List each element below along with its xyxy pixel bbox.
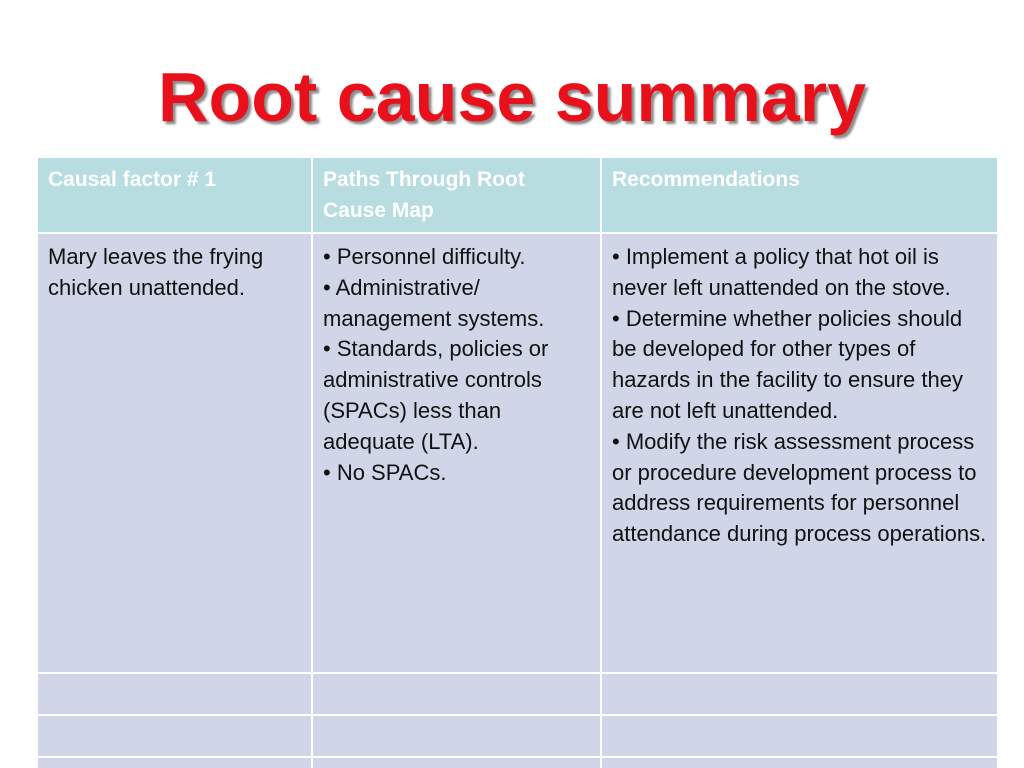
empty-cell xyxy=(37,715,312,757)
empty-cell xyxy=(601,757,998,768)
empty-cell xyxy=(312,673,601,715)
recommendation-bullet: • Implement a policy that hot oil is never left unattended on the stove. xyxy=(612,244,951,300)
empty-cell xyxy=(312,757,601,768)
recommendations-cell xyxy=(601,233,998,673)
paths-cell xyxy=(312,233,601,673)
causal-factor-cell: Mary leaves the frying chicken unattended. xyxy=(37,233,312,673)
empty-cell xyxy=(601,715,998,757)
empty-cell xyxy=(37,673,312,715)
table-row xyxy=(37,233,998,673)
empty-cell xyxy=(37,757,312,768)
empty-table-row xyxy=(37,673,998,715)
empty-table-row xyxy=(37,715,998,757)
paths-bullet: • Standards, policies or administrative controls (SPACs) less than adequate (LTA). xyxy=(323,336,549,454)
header-recommendations: Recommendations xyxy=(601,157,998,233)
header-causal-factor: Causal factor # 1 xyxy=(37,157,312,233)
empty-cell xyxy=(312,715,601,757)
paths-bullet: • Personnel difficulty. xyxy=(323,244,526,269)
recommendation-bullet: • Determine whether policies should be developed for other types of hazards in the facility to ensure they are not left unattended. xyxy=(612,305,963,423)
table-header-row xyxy=(37,157,998,233)
empty-table-row xyxy=(37,757,998,768)
paths-bullet: • Administrative/ management systems. xyxy=(323,274,545,331)
slide-title: Root cause summary xyxy=(157,58,867,136)
empty-cell xyxy=(601,673,998,715)
root-cause-table xyxy=(36,156,999,768)
recommendation-bullet: • Modify the risk assessment process or procedure development process to address requirements for personnel attendance during process operations. xyxy=(612,428,987,547)
header-paths: Paths Through Root Cause Map xyxy=(312,157,601,233)
paths-bullet: • No SPACs. xyxy=(323,459,447,485)
